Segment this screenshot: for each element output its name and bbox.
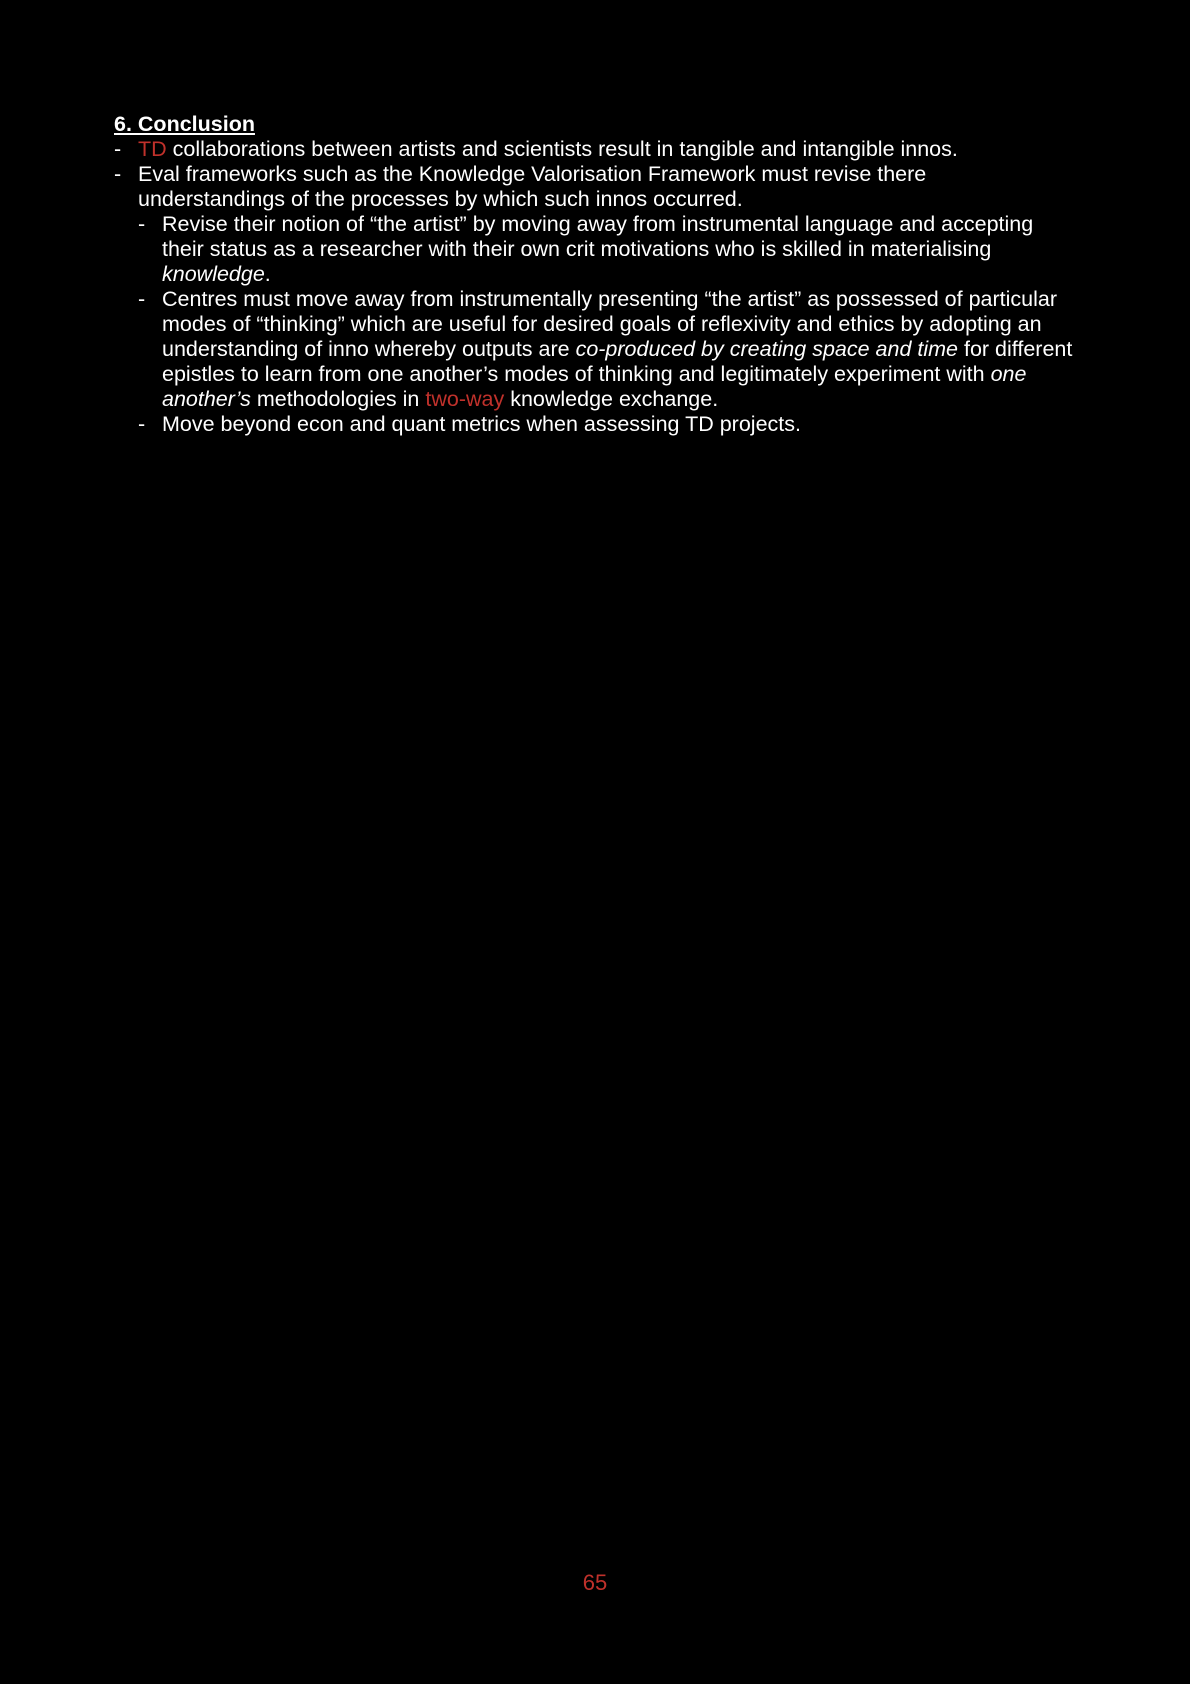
list-item <box>114 162 1074 437</box>
page-content <box>114 112 1074 437</box>
emphasis-text: one another’s <box>162 362 1027 411</box>
sub-list-item-text: knowledge exchange. <box>504 387 719 411</box>
bullet-list <box>114 137 1074 437</box>
bullet-dash: - <box>138 287 146 311</box>
sub-list-item-text: methodologies in <box>250 387 426 411</box>
two-way-highlight: two-way <box>425 387 505 411</box>
sub-list-item-text: for different epistles to learn from one another’s modes of thinking and legitimately experiment with <box>162 337 1073 386</box>
td-highlight: TD <box>138 137 167 161</box>
sub-list-item <box>138 412 1074 437</box>
page-number: 65 <box>582 1570 608 1595</box>
sub-list-item-text: Centres must move away from instrumentally presenting “the artist” as possessed of particular modes of “thinking” which are useful for desired goals of reflexivity and ethics by adopting an understanding of inno whereby outputs are <box>162 287 1058 361</box>
sub-list-item-text: Move beyond econ and quant metrics when assessing TD projects. <box>162 412 801 436</box>
sub-bullet-list <box>138 212 1074 437</box>
bullet-dash: - <box>114 162 122 186</box>
sub-list-item-text: Revise their notion of “the artist” by moving away from instrumental language and accepting their status as a researcher with their own crit motivations who is skilled in materialising <box>162 212 1034 261</box>
section-heading: 6. Conclusion <box>114 112 255 136</box>
bullet-dash: - <box>114 137 122 161</box>
emphasis-text: knowledge <box>162 262 265 286</box>
list-item <box>114 137 1074 162</box>
sub-list-item <box>138 287 1074 412</box>
emphasis-text: co-produced by creating space and time <box>575 337 959 361</box>
list-item-text: Eval frameworks such as the Knowledge Valorisation Framework must revise there understandings of the processes by which such innos occurred. <box>138 162 927 211</box>
bullet-dash: - <box>138 412 146 436</box>
bullet-dash: - <box>138 212 146 236</box>
sub-list-item-text: . <box>264 262 271 286</box>
sub-list-item <box>138 212 1074 287</box>
list-item-text: collaborations between artists and scientists result in tangible and intangible innos. <box>166 137 958 161</box>
